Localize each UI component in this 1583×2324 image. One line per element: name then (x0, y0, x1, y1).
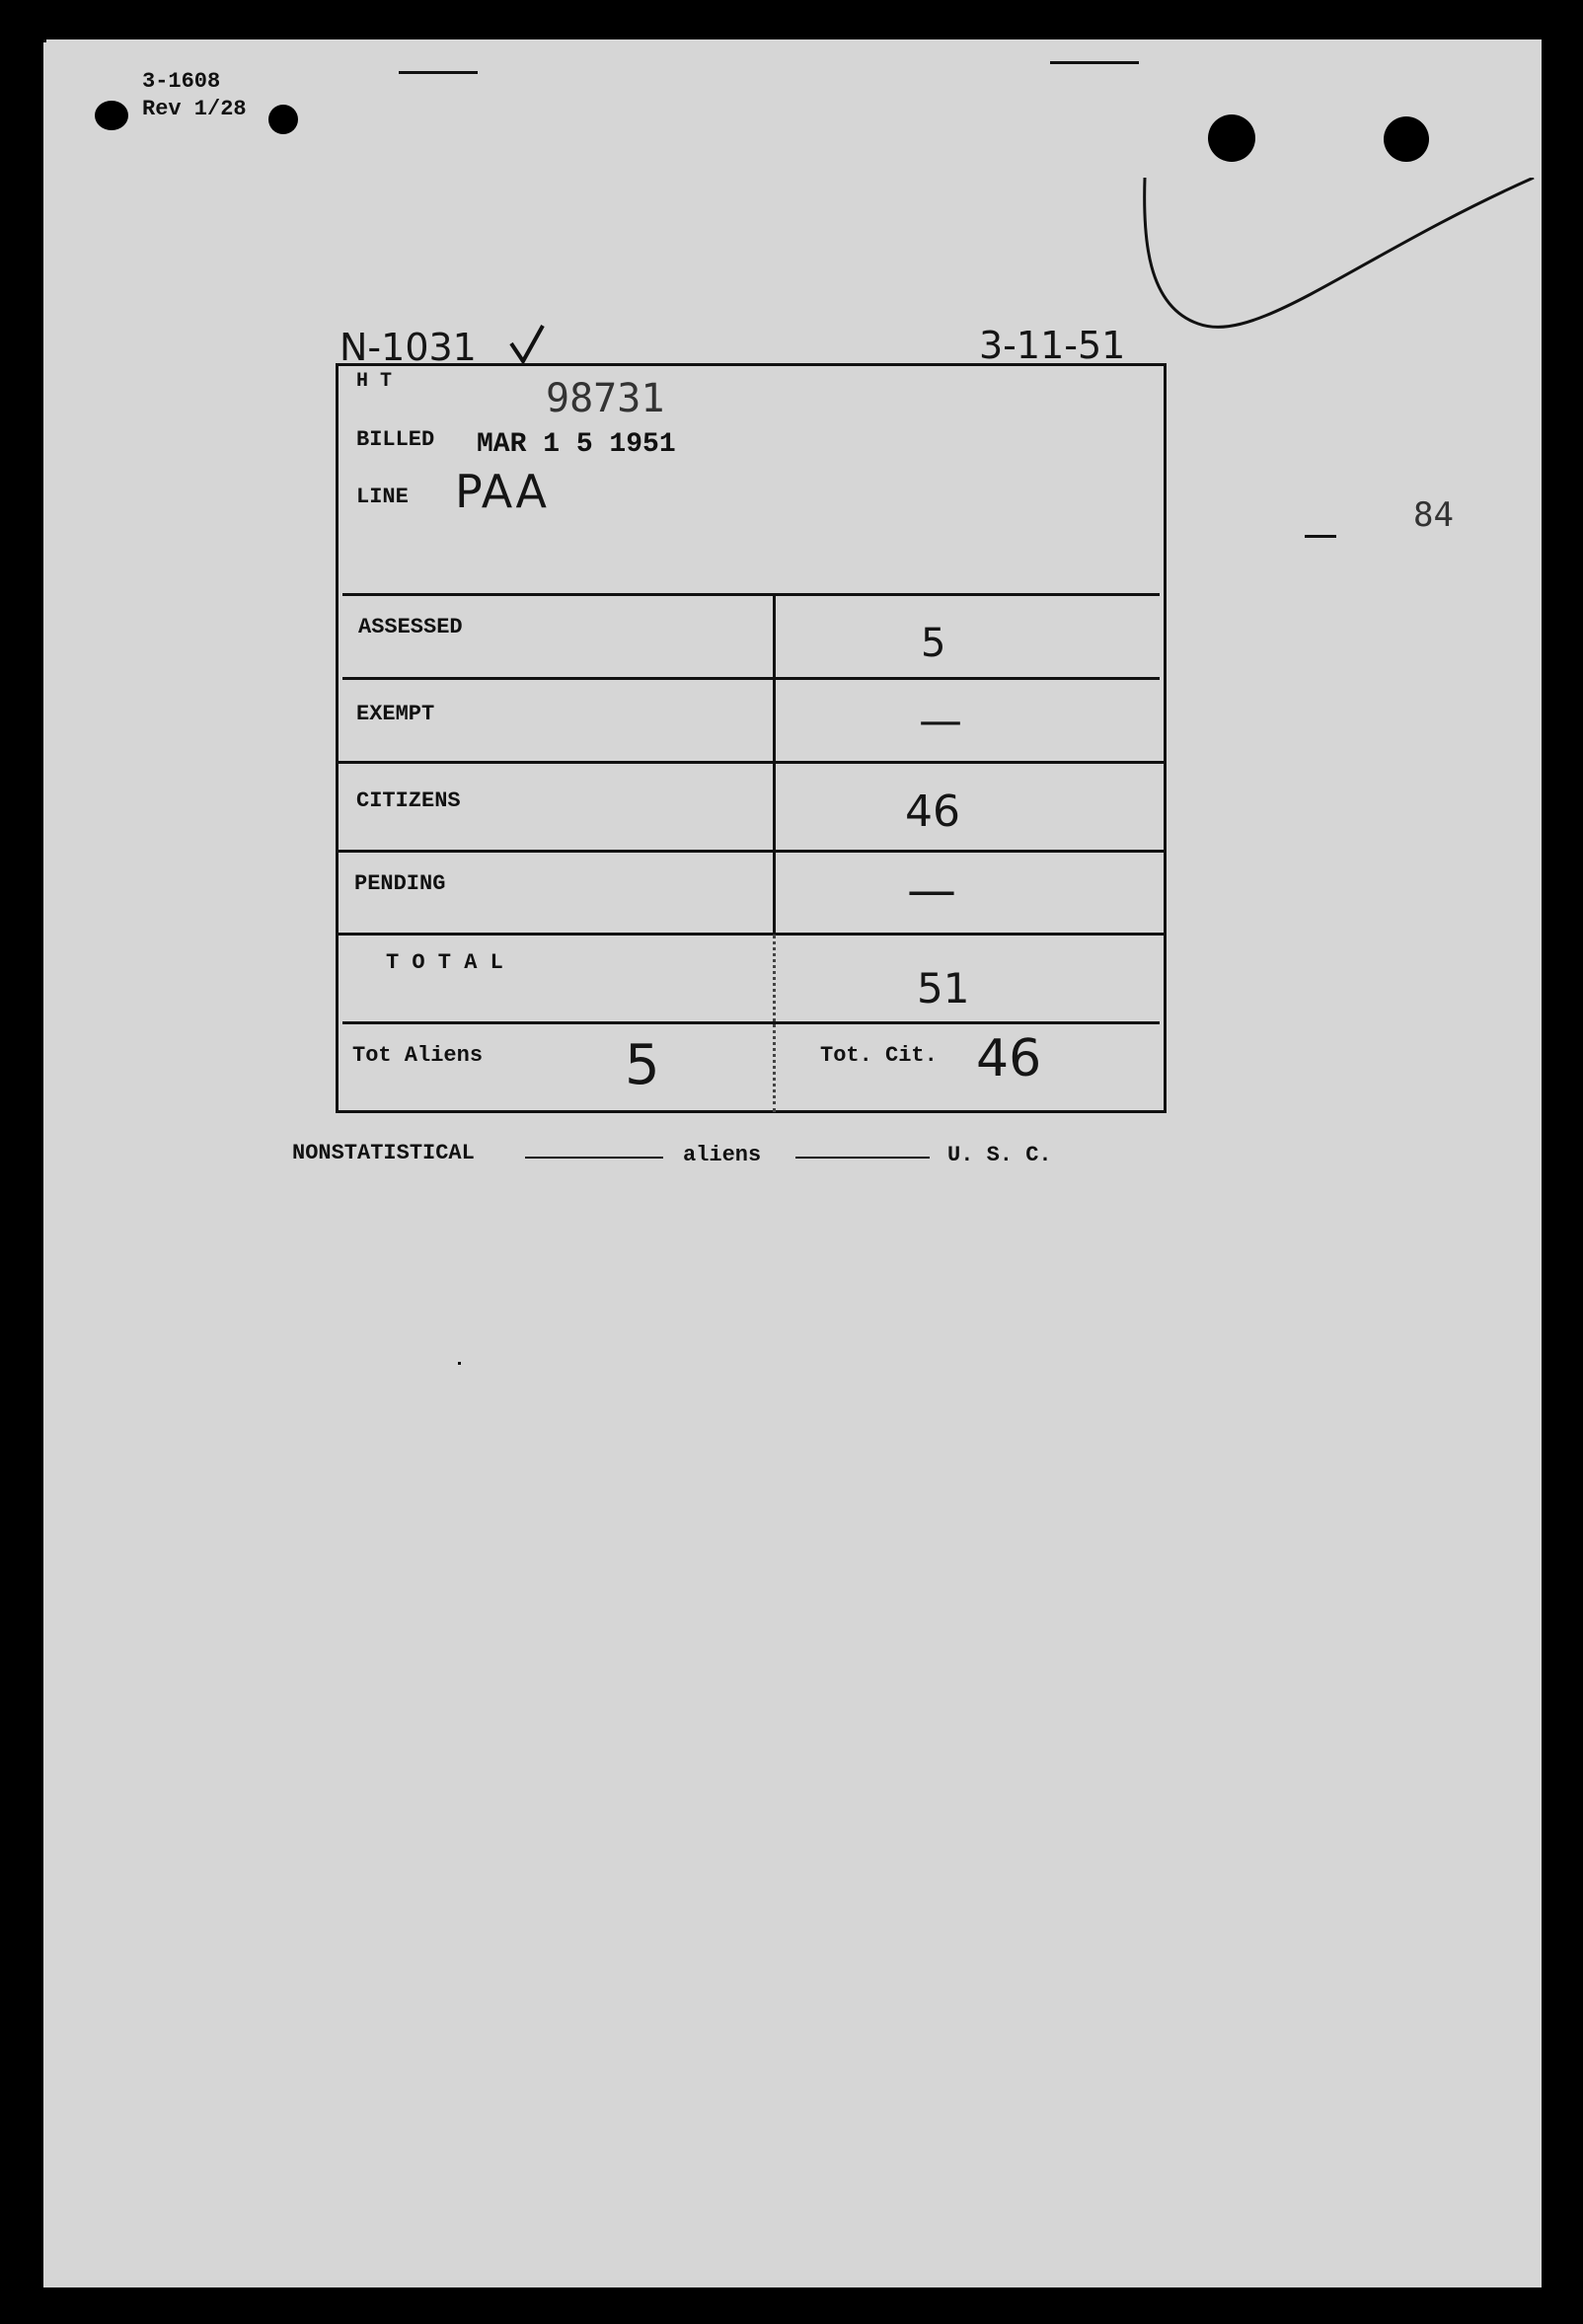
reference-number: N-1031 (339, 326, 477, 369)
row-value-citizens: 46 (905, 787, 960, 837)
form-revision: Rev 1/28 (142, 97, 247, 121)
tot-citizens-label: Tot. Cit. (820, 1043, 938, 1068)
ht-number: 98731 (546, 376, 665, 421)
aliens-label: aliens (683, 1143, 762, 1167)
punch-hole-left (95, 101, 128, 130)
row-value-pending: — (907, 862, 956, 919)
row-label-pending: PENDING (354, 871, 446, 896)
aliens-blank (795, 1157, 930, 1159)
column-divider (773, 593, 776, 935)
tally-form (336, 363, 1167, 1113)
form-number: 3-1608 (142, 69, 221, 94)
usc-label: U. S. C. (947, 1143, 1052, 1167)
row-divider (342, 677, 1160, 680)
header-date: 3-11-51 (979, 324, 1126, 367)
billed-date: MAR 1 5 1951 (477, 429, 676, 460)
total-label: T O T A L (386, 950, 503, 975)
pencil-curve (1139, 178, 1542, 434)
tot-citizens-value: 46 (976, 1029, 1042, 1088)
punch-hole-left-2 (268, 105, 298, 134)
speck (43, 39, 46, 42)
row-label-exempt: EXEMPT (356, 702, 435, 726)
billed-label: BILLED (356, 427, 435, 452)
total-value: 51 (917, 964, 970, 1012)
row-divider (339, 761, 1164, 764)
column-divider-dotted (773, 935, 776, 1112)
document-page (43, 39, 1542, 2287)
punch-hole-right-2 (1384, 116, 1429, 162)
nonstatistical-label: NONSTATISTICAL (292, 1141, 475, 1165)
page-number-dash (1305, 535, 1336, 538)
row-divider (342, 593, 1160, 596)
top-mark-right (1050, 61, 1139, 64)
line-label: LINE (356, 485, 409, 509)
ht-label: H T (356, 370, 393, 393)
tot-aliens-label: Tot Aliens (352, 1043, 484, 1068)
line-value: PAA (455, 465, 550, 518)
row-divider (342, 1021, 1160, 1024)
row-divider (339, 933, 1164, 936)
tot-aliens-value: 5 (625, 1033, 660, 1097)
top-mark-left (399, 71, 478, 74)
row-label-citizens: CITIZENS (356, 788, 461, 813)
punch-hole-right (1208, 114, 1255, 162)
row-label-assessed: ASSESSED (358, 615, 463, 639)
row-value-exempt: — (919, 696, 962, 746)
speck (458, 1362, 461, 1365)
check-mark-icon (507, 322, 547, 365)
page-number: 84 (1413, 495, 1454, 535)
row-divider (339, 850, 1164, 853)
nonstatistical-blank (525, 1157, 663, 1159)
row-value-assessed: 5 (921, 621, 946, 666)
